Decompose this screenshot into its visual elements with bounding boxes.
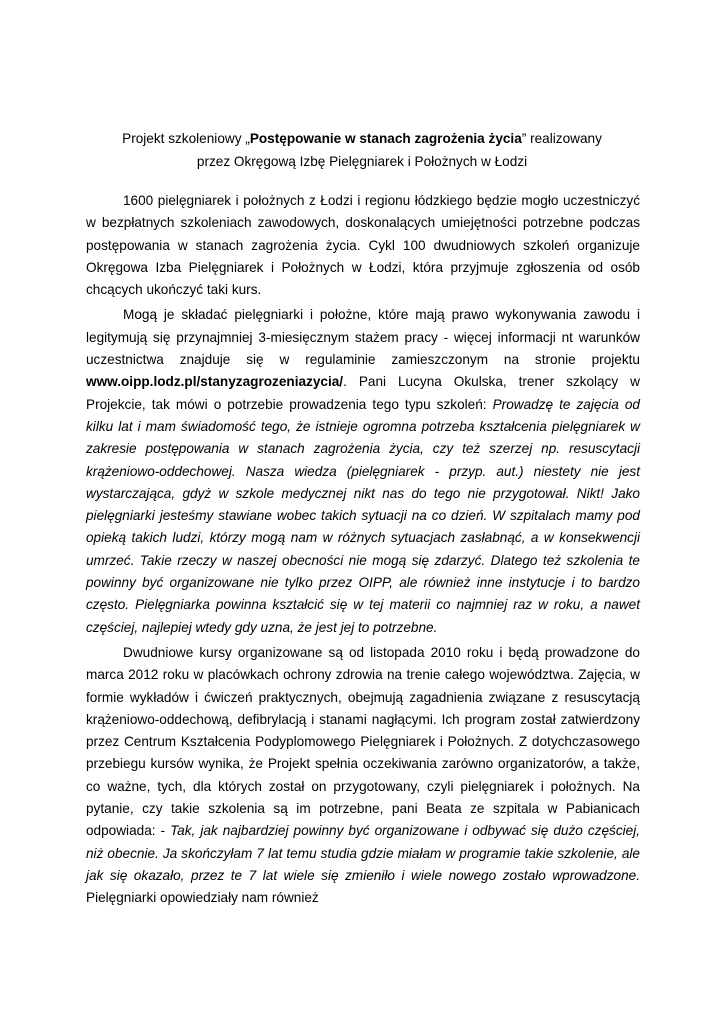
paragraph-2 bbox=[86, 304, 640, 638]
title-suffix: ” realizowany bbox=[521, 131, 602, 146]
nurse-quote: Tak, jak najbardziej powinny być organizowane i odbywać się dużo częściej, niż obecnie. Ja skończyłam 7 lat temu studia gdzie miałam w programie takie szkolenie, ale jak się okazało, przez te 7 lat wiele się zmieniło i wiele nowego zostało wprowadzone. bbox=[86, 823, 641, 883]
trainer-quote: Prowadzę te zajęcia od kilku lat i mam świadomość tego, że istnieje ogromna potrzeba kształcenia pielęgniarek w zakresie postępowania w stanach zagrożenia życia, czy też szerzej np. resuscytacji krążeniowo-oddechowej. Nasza wiedza (pielęgniarek - przyp. aut.) niestety nie jest wystarczająca, gdyż w szkole medycznej nikt nas do tego nie przygotował. Nikt! Jako pielęgniarki jesteśmy stawiane wobec takich sytuacji na co dzień. W szpitalach mamy pod opieką takich ludzi, którzy mogą nam w różnych sytuacjach zasłabnąć, a w konsekwencji umrzeć. Takie rzeczy w naszej obecności nie mogą się zdarzyć. Dlatego też szkolenia te powinny być organizowane nie tylko przez OIPP, ale również inne instytucje i to bardzo często. Pielęgniarka powinna kształcić się w tej materii co najmniej raz w roku, a nawet częściej, najlepiej wtedy gdy uzna, że jest jej to potrzebne. bbox=[86, 396, 640, 635]
project-website-link: www.oipp.lodz.pl/stanyzagrozeniazycia/ bbox=[86, 374, 344, 390]
paragraph-3-text: Dwudniowe kursy organizowane są od listopada 2010 roku i będą prowadzone do marca 2012 roku w placówkach ochrony zdrowia na trenie całego województwa. Zajęcia, w formie wykładów i ćwiczeń praktycznych, obejmują zagadnienia związane z resuscytacją krążeniowo-oddechową, defibrylacją i stanami nagłącymi. Ich program został zatwierdzony przez Centrum Kształcenia Podyplomowego Pielęgniarek i Położnych. Z dotychczasowego przebiegu kursów wynika, że Projekt spełnia oczekiwania zarówno organizatorów, a także, co ważne, tych, dla których został on przygotowany, czyli pielęgniarek i położnych. Na pytanie, czy takie szkolenia są im potrzebne, pani Beata ze szpitala w Pabianicach odpowiada: - bbox=[86, 644, 640, 839]
document-body bbox=[86, 190, 640, 910]
paragraph-1: 1600 pielęgniarek i położnych z Łodzi i regionu łódzkiego będzie mogło uczestniczyć w bezpłatnych szkoleniach zawodowych, doskonalących umiejętności potrzebne podczas postępowania w stanach zagrożenia życia. Cykl 100 dwudniowych szkoleń organizuje Okręgowa Izba Pielęgniarek i Położnych w Łodzi, która przyjmuje zgłoszenia od osób chcących ukończyć taki kurs. bbox=[86, 193, 640, 298]
paragraph-2-mid: . Pani Lucyna Okulska, trener szkolący w Projekcie, tak mówi o potrzebie prowadzenia tego typu szkoleń: bbox=[86, 374, 640, 412]
title-line-2: przez Okręgową Izbę Pielęgniarek i Położnych w Łodzi bbox=[196, 154, 528, 169]
paragraph-3-end: Pielęgniarki opowiedziały nam również bbox=[86, 890, 319, 906]
title-project-name: Postępowanie w stanach zagrożenia życia bbox=[249, 131, 522, 146]
paragraph-3 bbox=[86, 642, 640, 910]
title-line-1 bbox=[80, 127, 644, 150]
document-title bbox=[80, 127, 644, 173]
title-prefix: Projekt szkoleniowy „ bbox=[122, 131, 250, 146]
paragraph-2-text: Mogą je składać pielęgniarki i położne, które mają prawo wykonywania zawodu i legitymują się przynajmniej 3-miesięcznym stażem pracy - więcej informacji nt warunków uczestnictwa znajduje się w regulaminie zamieszczonym na stronie projektu bbox=[86, 307, 640, 368]
